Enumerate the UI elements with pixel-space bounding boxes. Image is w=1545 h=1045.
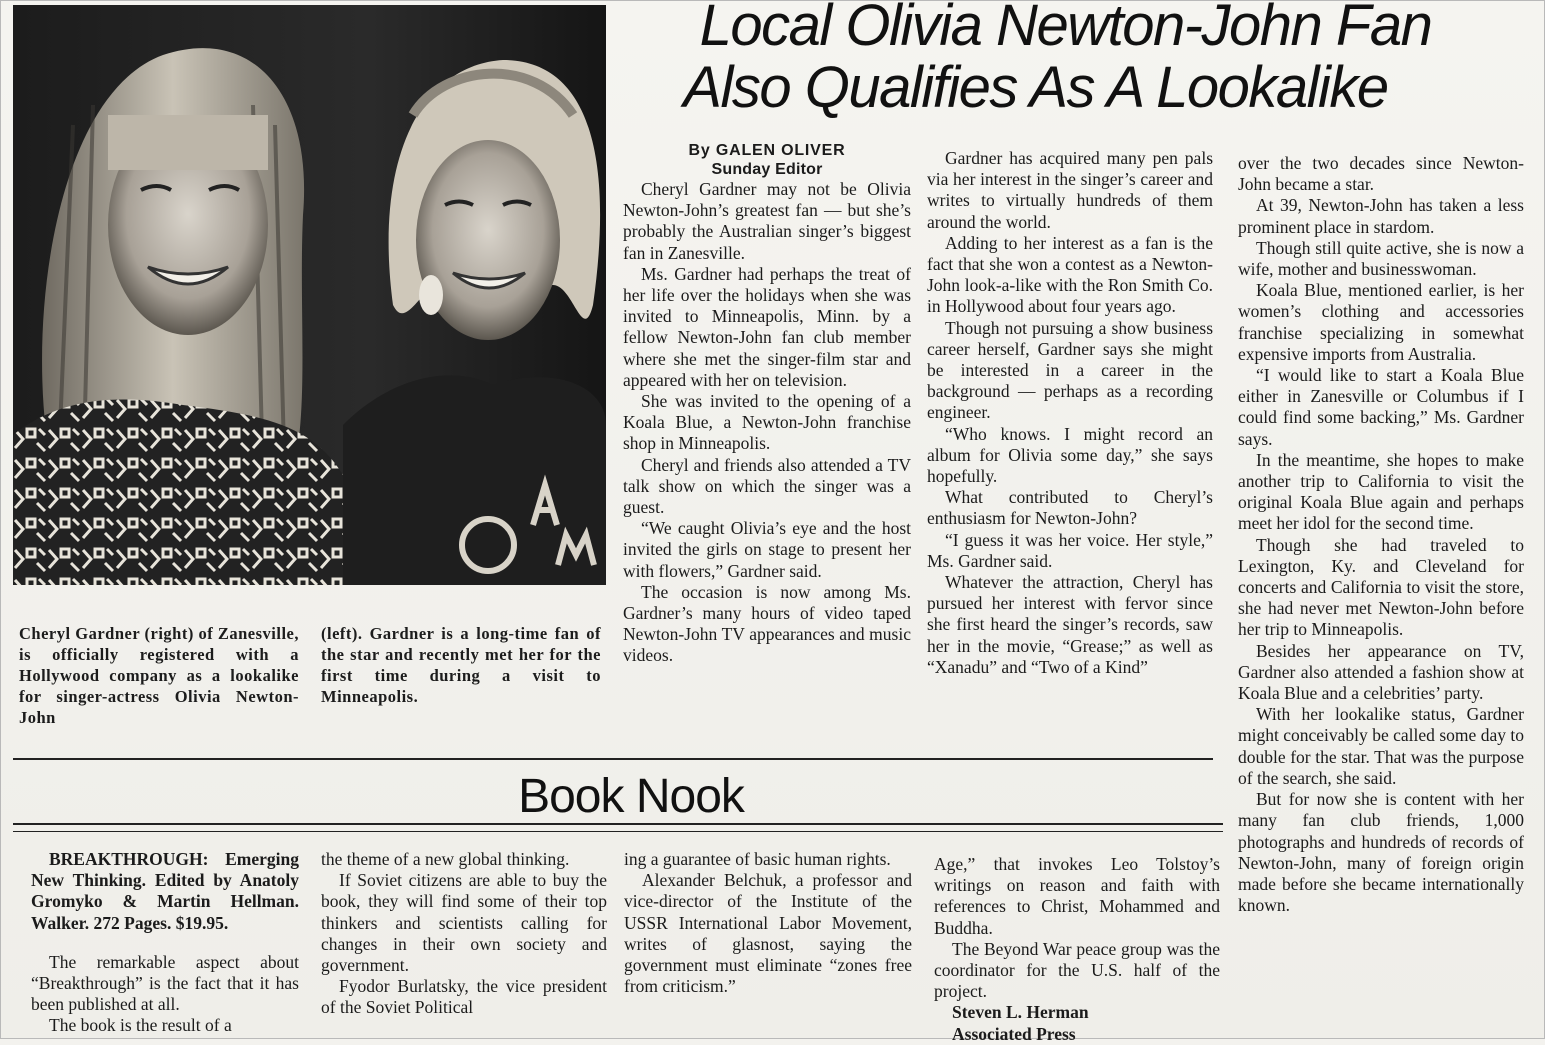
byline [623, 141, 911, 179]
headline-line2: Also Qualifies As A Lookalike [683, 55, 1388, 120]
paragraph: The occasion is now among Ms. Gardner’s many hours of video taped Newton-John TV appearances and music videos. [623, 581, 911, 666]
paragraph: ing a guarantee of basic human rights. [624, 849, 891, 869]
paragraph: The Beyond War peace group was the coordinator for the U.S. half of the project. [934, 938, 1220, 1002]
paragraph: “I would like to start a Koala Blue either in Zanesville or Columbus if I could find some backing,” Ms. Gardner says. [1238, 365, 1524, 449]
paragraph: Though she had traveled to Lexington, Ky. and Cleveland for concerts and California to visit the store, she had never met Newton-John before her trip to Minneapolis. [1238, 534, 1524, 640]
signature-name: Steven L. Herman [952, 1002, 1089, 1023]
photo-caption-left: Cheryl Gardner (right) of Zanesville, is officially registered with a Hollywood company as a lookalike for singer-actress Olivia Newton-John [19, 624, 299, 727]
paragraph: Ms. Gardner had perhaps the treat of her life over the holidays when she was invited to Minneapolis, Minn. by a fellow Newton-John fan club member where she met the singer-film star and appeared with her on television. [623, 263, 911, 390]
book-nook-title: Book Nook [518, 770, 744, 823]
byline-title: Sunday Editor [711, 161, 823, 178]
paragraph: Cheryl Gardner may not be Olivia Newton-John’s greatest fan — but she’s probably the Australian singer’s biggest fan in Zanesville. [623, 179, 911, 263]
photo-two-women-icon [13, 5, 606, 585]
paragraph: Whatever the attraction, Cheryl has pursued her interest with fervor since she first heard the singer’s records, saw her in the movie, “Grease;” as well as “Xanadu” and “Two of a Kind” [927, 572, 1213, 677]
article-column-3 [1238, 153, 1524, 916]
headline-line1: Local Olivia Newton-John Fan [699, 0, 1432, 58]
photo-caption-right: (left). Gardner is a long-time fan of the star and recently met her for the first time during a visit to Minneapolis. [321, 624, 601, 706]
paragraph: the theme of a new global thinking. [321, 849, 570, 869]
paragraph: At 39, Newton-John has taken a less prominent place in stardom. [1238, 195, 1524, 237]
paragraph: “We caught Olivia’s eye and the host invited the girls on stage to present her with flowers,” Gardner said. [623, 518, 911, 581]
paragraph: over the two decades since Newton-John became a star. [1238, 153, 1524, 195]
paragraph: Though not pursuing a show business career herself, Gardner says she might be interested in a career in the background — perhaps as a recording engineer. [927, 317, 1213, 423]
byline-name: By GALEN OLIVER [688, 142, 846, 159]
paragraph: Adding to her interest as a fan is the fact that she won a contest as a Newton-John look-a-like with the Ron Smith Co. in Hollywood about four years ago. [927, 232, 1213, 317]
photo-two-women [13, 5, 606, 585]
book-nook-column-4 [934, 854, 1220, 1045]
book-nook-column-2 [321, 849, 607, 1019]
paragraph: “I guess it was her voice. Her style,” Ms. Gardner said. [927, 529, 1213, 571]
paragraph: Though still quite active, she is now a wife, mother and businesswoman. [1238, 237, 1524, 280]
book-lead: BREAKTHROUGH: Emerging New Thinking. Edited by Anatoly Gromyko & Martin Hellman. Walker. 272 Pages. $19.95. [31, 849, 299, 933]
paragraph: Alexander Belchuk, a professor and vice-director of the Institute of the USSR International Labor Movement, writes of glasnost, saying the government must eliminate “zones free from criticism.” [624, 870, 912, 997]
paragraph: With her lookalike status, Gardner might conceivably be called some day to double for the star. That was the purpose of the search, she said. [1238, 704, 1524, 788]
paragraph: Fyodor Burlatsky, the vice president of the Soviet Political [321, 976, 607, 1018]
paragraph: Koala Blue, mentioned earlier, is her women’s clothing and accessories franchise specializing in somewhat expensive imports from Australia. [1238, 280, 1524, 364]
paragraph: The book is the result of a [49, 1015, 232, 1036]
paragraph: If Soviet citizens are able to buy the book, they will find some of their top thinkers and scientists calling for changes in their own society and government. [321, 870, 607, 976]
paragraph: Besides her appearance on TV, Gardner also attended a fashion show at Koala Blue and a celebrities’ party. [1238, 640, 1524, 704]
paragraph: Age,” that invokes Leo Tolstoy’s writings on reason and faith with references to Christ, Mohammed and Buddha. [934, 854, 1220, 938]
signature-org: Associated Press [952, 1023, 1076, 1044]
paragraph: The remarkable aspect about “Breakthrough” is the fact that it has been published at all. [31, 951, 299, 1015]
book-nook-column-1 [31, 849, 299, 1037]
article-column-1 [623, 141, 911, 667]
paragraph: She was invited to the opening of a Koala Blue, a Newton-John franchise shop in Minneapolis. [623, 391, 911, 454]
article-column-2 [927, 148, 1213, 678]
paragraph: What contributed to Cheryl’s enthusiasm for Newton-John? [927, 487, 1213, 529]
book-nook-column-3 [624, 849, 912, 997]
paragraph: But for now she is content with her many fan club friends, 1,000 photographs and hundreds of records of Newton-John, many of foreign origin made before she became internationally known. [1238, 789, 1524, 916]
paragraph: Cheryl and friends also attended a TV talk show on which the singer was a guest. [623, 454, 911, 518]
headline [613, 0, 1538, 119]
section-divider [13, 758, 1213, 760]
book-nook-rule-bottom [13, 831, 1223, 832]
paragraph: Gardner has acquired many pen pals via her interest in the singer’s career and writes to virtually hundreds of them around the world. [927, 148, 1213, 232]
paragraph: “Who knows. I might record an album for Olivia some day,” she says hopefully. [927, 423, 1213, 487]
paragraph: In the meantime, she hopes to make another trip to California to visit the original Koala Blue again and perhaps meet her idol for the second time. [1238, 449, 1524, 534]
